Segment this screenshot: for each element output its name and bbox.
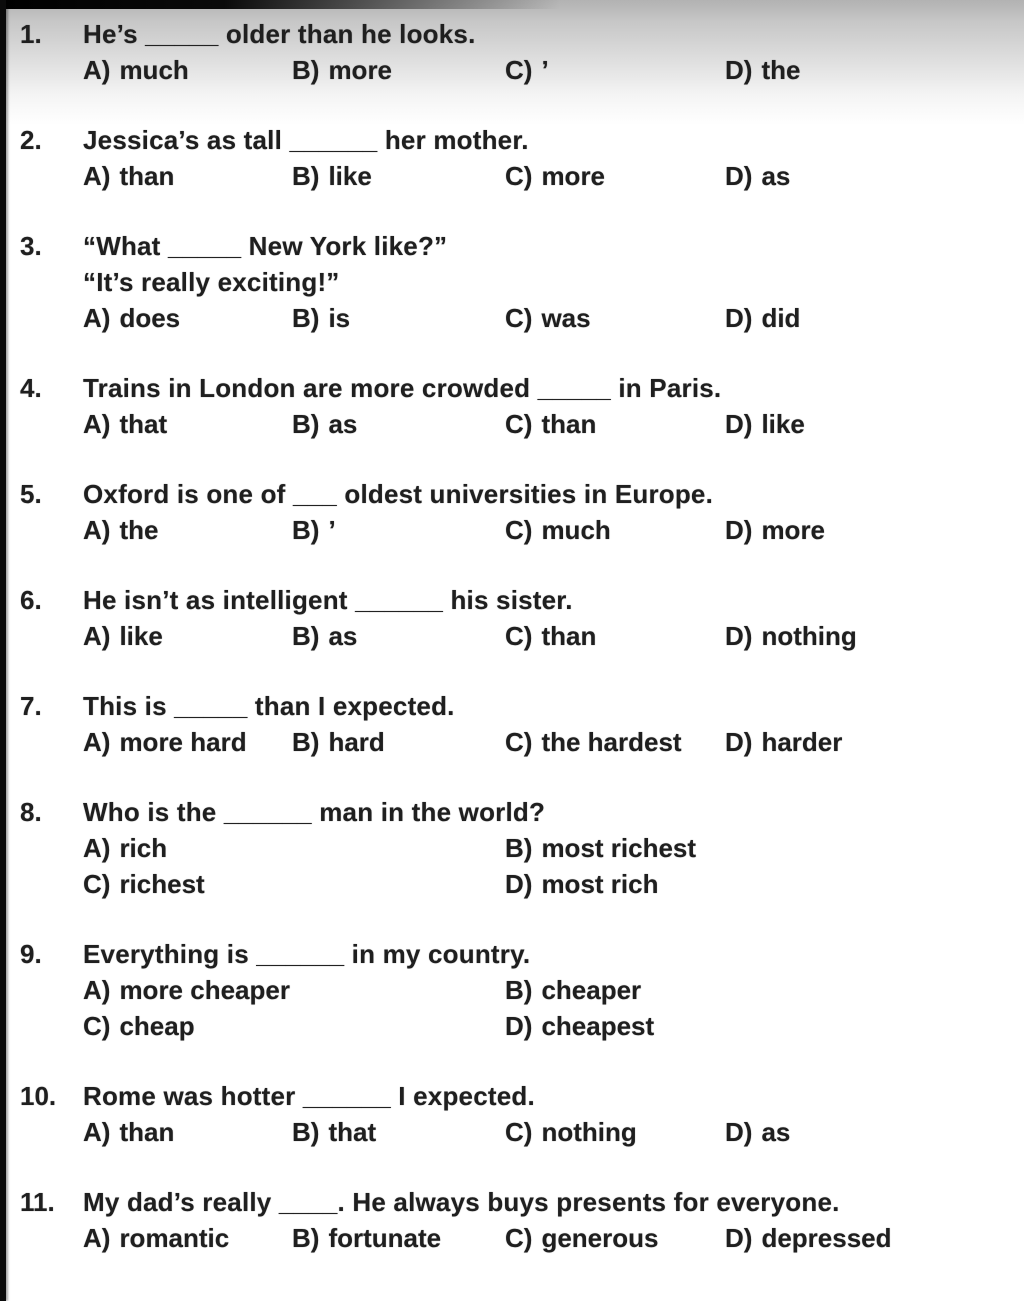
option-label: B) <box>292 1223 320 1253</box>
option-text: that <box>328 1117 377 1147</box>
option-label: C) <box>505 303 533 333</box>
question-options <box>83 972 1004 1044</box>
question-options <box>83 300 1004 336</box>
question-number: 10. <box>20 1081 57 1111</box>
option-item <box>83 158 292 194</box>
option-item <box>505 52 725 88</box>
question-body <box>83 476 1004 548</box>
option-label: C) <box>505 727 533 757</box>
option-text: is <box>328 303 351 333</box>
option-text: harder <box>761 727 843 757</box>
option-item <box>725 618 1004 654</box>
option-item <box>725 1220 1004 1256</box>
option-text: as <box>328 621 358 651</box>
option-label: B) <box>292 55 320 85</box>
option-label: B) <box>505 975 533 1005</box>
option-label: D) <box>725 303 753 333</box>
question-body <box>83 582 1004 654</box>
option-item <box>505 158 725 194</box>
option-label: B) <box>292 409 320 439</box>
question-body <box>83 794 1004 902</box>
option-label: A) <box>83 727 111 757</box>
option-label: C) <box>83 869 111 899</box>
option-text: most richest <box>541 833 697 863</box>
option-item <box>292 52 505 88</box>
option-item <box>292 724 505 760</box>
option-item <box>725 300 1004 336</box>
option-text: more <box>328 55 393 85</box>
option-label: C) <box>505 515 533 545</box>
question-item <box>20 122 1004 194</box>
option-item <box>505 406 725 442</box>
option-item <box>83 830 505 866</box>
option-text: fortunate <box>328 1223 442 1253</box>
option-label: D) <box>725 1223 753 1253</box>
option-label: D) <box>505 869 533 899</box>
question-number: 4. <box>20 373 42 403</box>
option-item <box>505 972 1004 1008</box>
option-label: C) <box>505 1223 533 1253</box>
option-text: cheaper <box>541 975 642 1005</box>
option-text: ’ <box>328 515 336 545</box>
question-number: 2. <box>20 125 42 155</box>
option-label: A) <box>83 1117 111 1147</box>
option-text: rich <box>119 833 168 863</box>
option-label: B) <box>292 515 320 545</box>
option-label: C) <box>83 1011 111 1041</box>
option-text: nothing <box>761 621 857 651</box>
option-item <box>505 1008 1004 1044</box>
option-item <box>83 1008 505 1044</box>
option-item <box>725 158 1004 194</box>
option-text: the hardest <box>541 727 682 757</box>
option-item <box>83 406 292 442</box>
option-label: C) <box>505 161 533 191</box>
question-item <box>20 582 1004 654</box>
question-stem-line: “What _____ New York like?” <box>83 231 448 261</box>
option-text: the <box>119 515 159 545</box>
option-item <box>292 1114 505 1150</box>
option-item <box>292 158 505 194</box>
question-number: 8. <box>20 797 42 827</box>
question-options <box>83 52 1004 88</box>
option-text: more cheaper <box>119 975 290 1005</box>
option-label: B) <box>292 161 320 191</box>
option-text: like <box>119 621 163 651</box>
question-options <box>83 1114 1004 1150</box>
option-text: generous <box>541 1223 659 1253</box>
option-label: B) <box>292 1117 320 1147</box>
option-label: A) <box>83 515 111 545</box>
option-item <box>505 300 725 336</box>
question-number: 3. <box>20 231 42 261</box>
question-options <box>83 1220 1004 1256</box>
option-label: C) <box>505 55 533 85</box>
question-number: 11. <box>20 1187 55 1217</box>
option-text: than <box>119 161 175 191</box>
option-item <box>83 300 292 336</box>
option-text: most rich <box>541 869 659 899</box>
option-item <box>292 300 505 336</box>
question-item <box>20 794 1004 902</box>
option-item <box>292 1220 505 1256</box>
option-label: D) <box>725 515 753 545</box>
question-stem-line: Jessica’s as tall ______ her mother. <box>83 125 529 155</box>
option-label: A) <box>83 409 111 439</box>
option-text: depressed <box>761 1223 892 1253</box>
option-item <box>83 1220 292 1256</box>
option-text: does <box>119 303 181 333</box>
question-body <box>83 1078 1004 1150</box>
question-body <box>83 122 1004 194</box>
option-text: as <box>761 161 791 191</box>
option-text: more <box>541 161 606 191</box>
option-text: cheapest <box>541 1011 655 1041</box>
option-label: D) <box>725 621 753 651</box>
question-body <box>83 688 1004 760</box>
question-stem-line: Trains in London are more crowded _____ in Paris. <box>83 373 722 403</box>
option-item <box>292 512 505 548</box>
option-text: romantic <box>119 1223 230 1253</box>
option-item <box>505 724 725 760</box>
option-text: more hard <box>119 727 247 757</box>
question-item <box>20 370 1004 442</box>
option-item <box>725 52 1004 88</box>
question-item <box>20 936 1004 1044</box>
option-text: as <box>761 1117 791 1147</box>
option-text: that <box>119 409 168 439</box>
option-label: A) <box>83 55 111 85</box>
option-label: A) <box>83 975 111 1005</box>
question-stem-line: Rome was hotter ______ I expected. <box>83 1081 535 1111</box>
option-item <box>292 618 505 654</box>
question-stem-line: Who is the ______ man in the world? <box>83 797 546 827</box>
option-label: A) <box>83 1223 111 1253</box>
question-item <box>20 16 1004 88</box>
option-text: much <box>541 515 611 545</box>
question-item <box>20 1078 1004 1150</box>
option-label: D) <box>725 55 753 85</box>
question-stem-line: My dad’s really ____. He always buys presents for everyone. <box>83 1187 840 1217</box>
question-options <box>83 406 1004 442</box>
option-label: B) <box>292 727 320 757</box>
question-stem-line: Everything is ______ in my country. <box>83 939 531 969</box>
option-text: more <box>761 515 826 545</box>
option-text: richest <box>119 869 205 899</box>
option-label: A) <box>83 833 111 863</box>
option-text: was <box>541 303 591 333</box>
option-item <box>505 1220 725 1256</box>
option-text: than <box>541 409 597 439</box>
option-text: the <box>761 55 801 85</box>
option-label: B) <box>292 621 320 651</box>
question-item <box>20 1184 1004 1256</box>
option-text: nothing <box>541 1117 637 1147</box>
option-item <box>83 1114 292 1150</box>
question-options <box>83 512 1004 548</box>
question-body <box>83 228 1004 336</box>
option-text: ’ <box>541 55 549 85</box>
question-stem-line: Oxford is one of ___ oldest universities in Europe. <box>83 479 714 509</box>
question-body <box>83 936 1004 1044</box>
question-item <box>20 476 1004 548</box>
option-text: like <box>328 161 372 191</box>
option-label: C) <box>505 409 533 439</box>
question-body <box>83 1184 1004 1256</box>
question-stem-line: He isn’t as intelligent ______ his sister. <box>83 585 573 615</box>
option-label: A) <box>83 303 111 333</box>
question-options <box>83 830 1004 902</box>
option-label: A) <box>83 621 111 651</box>
question-stem-line: “It’s really exciting!” <box>83 267 340 297</box>
question-number: 5. <box>20 479 42 509</box>
question-number: 6. <box>20 585 42 615</box>
option-text: as <box>328 409 358 439</box>
option-item <box>725 512 1004 548</box>
question-item <box>20 228 1004 336</box>
option-label: B) <box>505 833 533 863</box>
option-label: D) <box>505 1011 533 1041</box>
option-label: C) <box>505 1117 533 1147</box>
question-body <box>83 370 1004 442</box>
option-item <box>83 972 505 1008</box>
option-item <box>83 512 292 548</box>
option-item <box>725 724 1004 760</box>
question-stem-line: He’s _____ older than he looks. <box>83 19 476 49</box>
option-label: A) <box>83 161 111 191</box>
option-item <box>83 724 292 760</box>
option-item <box>505 618 725 654</box>
option-item <box>83 618 292 654</box>
option-item <box>505 1114 725 1150</box>
option-label: C) <box>505 621 533 651</box>
question-stem-line: This is _____ than I expected. <box>83 691 455 721</box>
option-item <box>83 52 292 88</box>
option-text: cheap <box>119 1011 195 1041</box>
option-item <box>725 406 1004 442</box>
question-options <box>83 618 1004 654</box>
option-text: than <box>541 621 597 651</box>
option-text: than <box>119 1117 175 1147</box>
question-options <box>83 158 1004 194</box>
option-label: D) <box>725 1117 753 1147</box>
question-number: 9. <box>20 939 42 969</box>
option-text: much <box>119 55 189 85</box>
question-item <box>20 688 1004 760</box>
question-number: 1. <box>20 19 42 49</box>
option-item <box>83 866 505 902</box>
option-label: D) <box>725 161 753 191</box>
option-item <box>505 866 1004 902</box>
question-options <box>83 724 1004 760</box>
option-text: hard <box>328 727 385 757</box>
option-item <box>292 406 505 442</box>
option-label: B) <box>292 303 320 333</box>
question-body <box>83 16 1004 88</box>
option-label: D) <box>725 409 753 439</box>
option-item <box>725 1114 1004 1150</box>
option-item <box>505 830 1004 866</box>
option-label: D) <box>725 727 753 757</box>
option-text: did <box>761 303 801 333</box>
option-text: like <box>761 409 805 439</box>
question-number: 7. <box>20 691 42 721</box>
option-item <box>505 512 725 548</box>
